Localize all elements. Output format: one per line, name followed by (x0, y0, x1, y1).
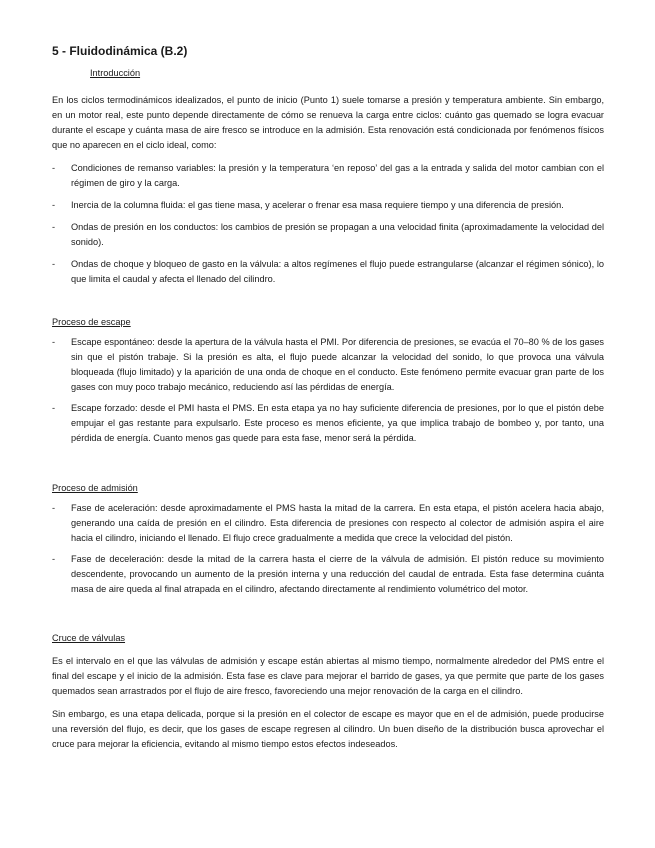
bullet-dash: - (52, 554, 56, 564)
bullet-dash: - (52, 403, 56, 413)
list-item-text: Escape forzado: desde el PMI hasta el PMS. En esta etapa ya no hay suficiente diferencia de presiones, por lo que el pistón debe empujar el gas restante para expulsarlo. Este proceso es menos eficiente, ya que implica trabajo de bombeo y, por tanto, una pérdida de energía. Cuanto menos gas quede para esta fase, menor será la pérdida. (71, 403, 604, 443)
cruce-heading: Cruce de válvulas (52, 633, 126, 643)
admision-heading: Proceso de admisión (52, 483, 138, 493)
escape-heading: Proceso de escape (52, 317, 131, 327)
bullet-dash: - (52, 200, 56, 210)
list-item-text: Fase de aceleración: desde aproximadamente el PMS hasta la mitad de la carrera. En esta etapa, el pistón acelera hacia abajo, generando una caída de presión en el cilindro. Esta diferencia de presiones con respecto al colector de admisión aspira el aire hacia el cilindro, iniciando el llenado. El flujo crece gradualmente a medida que crece la velocidad del pistón. (71, 503, 604, 543)
escape-list (52, 335, 604, 446)
list-item-text: Ondas de presión en los conductos: los cambios de presión se propagan a una velocidad finita (aproximadamente la velocidad del sonido). (71, 222, 604, 247)
page-title: 5 - Fluidodinámica (B.2) (52, 44, 188, 58)
list-item-text: Inercia de la columna fluida: el gas tiene masa, y acelerar o frenar esa masa requiere tiempo y una diferencia de presión. (71, 200, 564, 210)
list-item (52, 335, 604, 395)
list-item-text: Ondas de choque y bloqueo de gasto en la válvula: a altos regímenes el flujo puede estrangularse (alcanzar el régimen sónico), lo que limita el caudal y afecta el llenado del cilindro. (71, 259, 604, 284)
list-item-text: Fase de deceleración: desde la mitad de la carrera hasta el cierre de la válvula de admisión. El pistón reduce su movimiento descendente, provocando un aumento de la presión interna y una reducción del caudal de entrada. Esta fase determina cuánta masa de aire queda al final atrapada en el cilindro, afectando directamente al rendimiento volumétrico del motor. (71, 554, 604, 594)
cruce-paragraph-2: Sin embargo, es una etapa delicada, porque si la presión en el colector de escape es mayor que en el de admisión, puede producirse una reversión del flujo, es decir, que los gases de escape regresen al cilindro. Un buen diseño de la distribución busca aprovechar el cruce para mejorar la eficiencia, evitando al mismo tiempo estos efectos indeseados. (52, 709, 604, 749)
list-item (52, 401, 604, 446)
document-page (52, 44, 604, 752)
list-item (52, 198, 604, 213)
list-item-text: Condiciones de remanso variables: la presión y la temperatura ‘en reposo’ del gas a la entrada y salida del motor cambian con el régimen de giro y la carga. (71, 163, 604, 188)
bullet-dash: - (52, 337, 56, 347)
list-item-text: Escape espontáneo: desde la apertura de la válvula hasta el PMI. Por diferencia de presiones, se evacúa el 70–80 % de los gases sin que el pistón trabaje. Si la presión es alta, el flujo puede alcanzar la velocidad del sonido, lo que provoca una válvula bloqueada (flujo limitado) y la aparición de una onda de choque en el conducto. Este fenómeno permite evacuar gran parte de los gases con muy poco trabajo mecánico, reduciendo así las pérdidas de energía. (71, 337, 604, 392)
bullet-dash: - (52, 503, 56, 513)
bullet-dash: - (52, 163, 56, 173)
intro-list (52, 161, 604, 287)
intro-paragraph: En los ciclos termodinámicos idealizados, el punto de inicio (Punto 1) suele tomarse a presión y temperatura ambiente. Sin embargo, en un motor real, este punto depende directamente de cómo se renueva la carga entre ciclos: cuánto gas quemado se logra evacuar durante el escape y cuánta masa de aire fresco se introduce en la admisión. Esta renovación está condicionada por fenómenos físicos que no aparecen en el ciclo ideal, como: (52, 95, 604, 150)
list-item (52, 257, 604, 287)
bullet-dash: - (52, 222, 56, 232)
bullet-dash: - (52, 259, 56, 269)
list-item (52, 220, 604, 250)
intro-heading: Introducción (90, 68, 141, 78)
list-item (52, 161, 604, 191)
list-item (52, 501, 604, 546)
cruce-paragraph-1: Es el intervalo en el que las válvulas de admisión y escape están abiertas al mismo tiempo, normalmente alrededor del PMS entre el final del escape y el inicio de la admisión. Esta fase es clave para mejorar el barrido de gases, ya que permite que parte de los gases quemados sean arrastrados por el flujo de aire fresco, favoreciendo una mejor renovación de la carga en el cilindro. (52, 656, 604, 696)
list-item (52, 552, 604, 597)
admision-list (52, 501, 604, 597)
